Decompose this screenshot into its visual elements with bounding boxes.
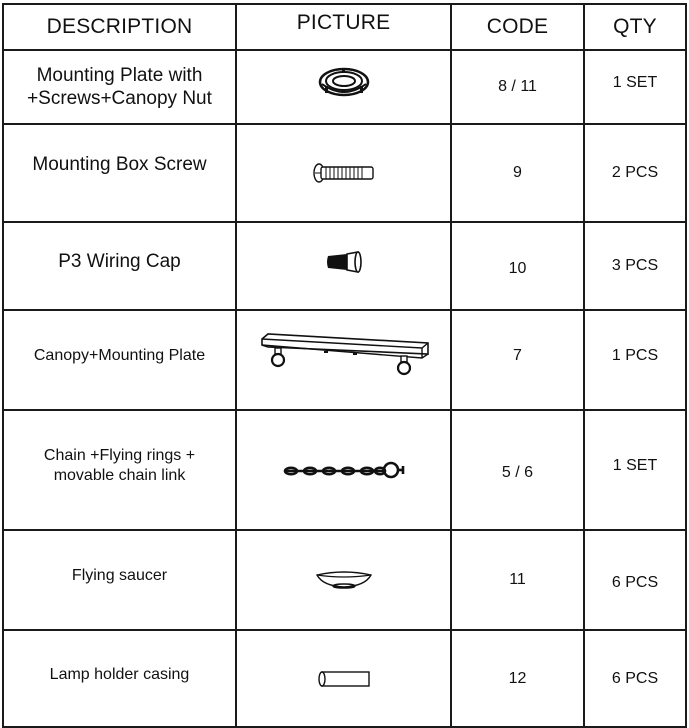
- qty-cell: 1 PCS: [584, 310, 686, 410]
- header-picture: PICTURE: [236, 4, 451, 50]
- description-line: Lamp holder casing: [49, 665, 190, 683]
- wire-nut-icon: [325, 251, 363, 273]
- header-code: CODE: [451, 4, 584, 50]
- description-line: +Screws+Canopy Nut: [27, 88, 212, 109]
- description-cell: [3, 50, 236, 124]
- picture-cell: [236, 630, 451, 727]
- picture-cell: [236, 310, 451, 410]
- description-cell: [3, 410, 236, 530]
- table-row: [3, 630, 686, 727]
- description-cell: [3, 530, 236, 630]
- canopy-bar-icon: [258, 331, 430, 381]
- description-cell: [3, 222, 236, 310]
- description-cell: [3, 124, 236, 222]
- qty-cell: 2 PCS: [584, 124, 686, 222]
- description-cell: [3, 310, 236, 410]
- description-line: Mounting Box Screw: [32, 154, 207, 176]
- chain-icon: [282, 460, 406, 480]
- code-cell: 8 / 11: [451, 50, 584, 124]
- picture-cell: [236, 222, 451, 310]
- table-row: [3, 410, 686, 530]
- picture-cell: [236, 410, 451, 530]
- code-cell: 12: [451, 630, 584, 727]
- description-line: Chain +Flying rings +: [43, 447, 196, 465]
- header-description: DESCRIPTION: [3, 4, 236, 50]
- qty-cell: 1 SET: [584, 410, 686, 530]
- description-cell: [3, 630, 236, 727]
- code-cell: 10: [451, 222, 584, 310]
- table-row: [3, 310, 686, 410]
- header-qty: QTY: [584, 4, 686, 50]
- code-cell: 7: [451, 310, 584, 410]
- parts-list-table: [2, 3, 687, 728]
- table-row: [3, 530, 686, 630]
- table-row: [3, 124, 686, 222]
- qty-cell: 6 PCS: [584, 630, 686, 727]
- screw-icon: [312, 162, 376, 184]
- code-cell: 9: [451, 124, 584, 222]
- picture-cell: [236, 530, 451, 630]
- description-line: movable chain link: [53, 467, 186, 484]
- description-line: P3 Wiring Cap: [58, 251, 181, 273]
- picture-cell: [236, 124, 451, 222]
- qty-cell: 3 PCS: [584, 222, 686, 310]
- table-row: [3, 222, 686, 310]
- description-line: Canopy+Mounting Plate: [33, 347, 206, 365]
- mounting-plate-ring-icon: [317, 66, 371, 100]
- qty-cell: 6 PCS: [584, 530, 686, 630]
- table-row: [3, 50, 686, 124]
- picture-cell: [236, 50, 451, 124]
- saucer-icon: [315, 570, 373, 590]
- description-line: Flying saucer: [71, 567, 168, 585]
- code-cell: 5 / 6: [451, 410, 584, 530]
- description-line: Mounting Plate with: [36, 64, 203, 86]
- header-row: [3, 4, 686, 50]
- code-cell: 11: [451, 530, 584, 630]
- cylinder-casing-icon: [317, 670, 371, 688]
- qty-cell: 1 SET: [584, 50, 686, 124]
